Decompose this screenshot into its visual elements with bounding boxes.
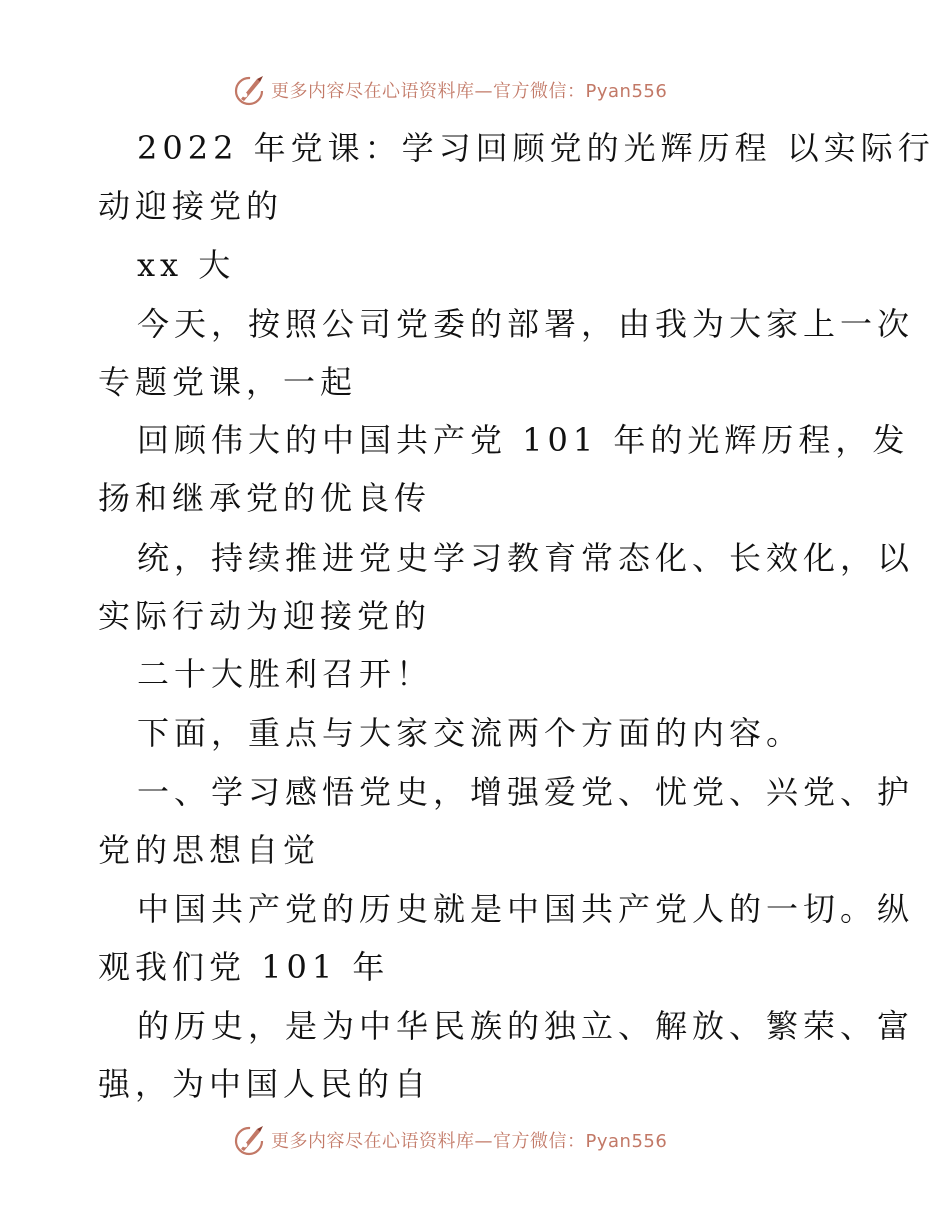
- text-line: 统，持续推进党史学习教育常态化、长效化，以: [137, 539, 915, 577]
- text-line: 回顾伟大的中国共产党 101 年的光辉历程，发: [137, 421, 910, 459]
- text-line: 党的思想自觉: [98, 831, 321, 869]
- quill-logo-icon: [233, 1123, 267, 1157]
- text-line: 今天，按照公司党委的部署，由我为大家上一次: [137, 305, 915, 343]
- header-watermark: [233, 73, 667, 107]
- text-line: 扬和继承党的优良传: [98, 479, 432, 517]
- text-line: 下面，重点与大家交流两个方面的内容。: [137, 714, 804, 752]
- text-line: 实际行动为迎接党的: [98, 597, 432, 635]
- text-line: 中国共产党的历史就是中国共产党人的一切。纵: [137, 890, 915, 928]
- watermark-text: 更多内容尽在心语资料库—官方微信：Pyan556: [271, 81, 668, 102]
- text-line: 2022 年党课：学习回顾党的光辉历程 以实际行: [137, 129, 935, 167]
- text-line: 动迎接党的: [98, 187, 284, 225]
- footer-watermark: [233, 1123, 667, 1157]
- text-line: 的历史，是为中华民族的独立、解放、繁荣、富: [137, 1007, 915, 1045]
- text-line: 专题党课，一起: [98, 363, 358, 401]
- text-line: 二十大胜利召开！: [137, 655, 434, 693]
- quill-logo-icon: [233, 73, 267, 107]
- watermark-text: 更多内容尽在心语资料库—官方微信：Pyan556: [271, 1131, 668, 1152]
- text-line: xx 大: [137, 246, 236, 284]
- text-line: 强，为中国人民的自: [98, 1065, 432, 1103]
- text-line: 一、学习感悟党史，增强爱党、忧党、兴党、护: [137, 773, 915, 811]
- text-line: 观我们党 101 年: [98, 948, 390, 986]
